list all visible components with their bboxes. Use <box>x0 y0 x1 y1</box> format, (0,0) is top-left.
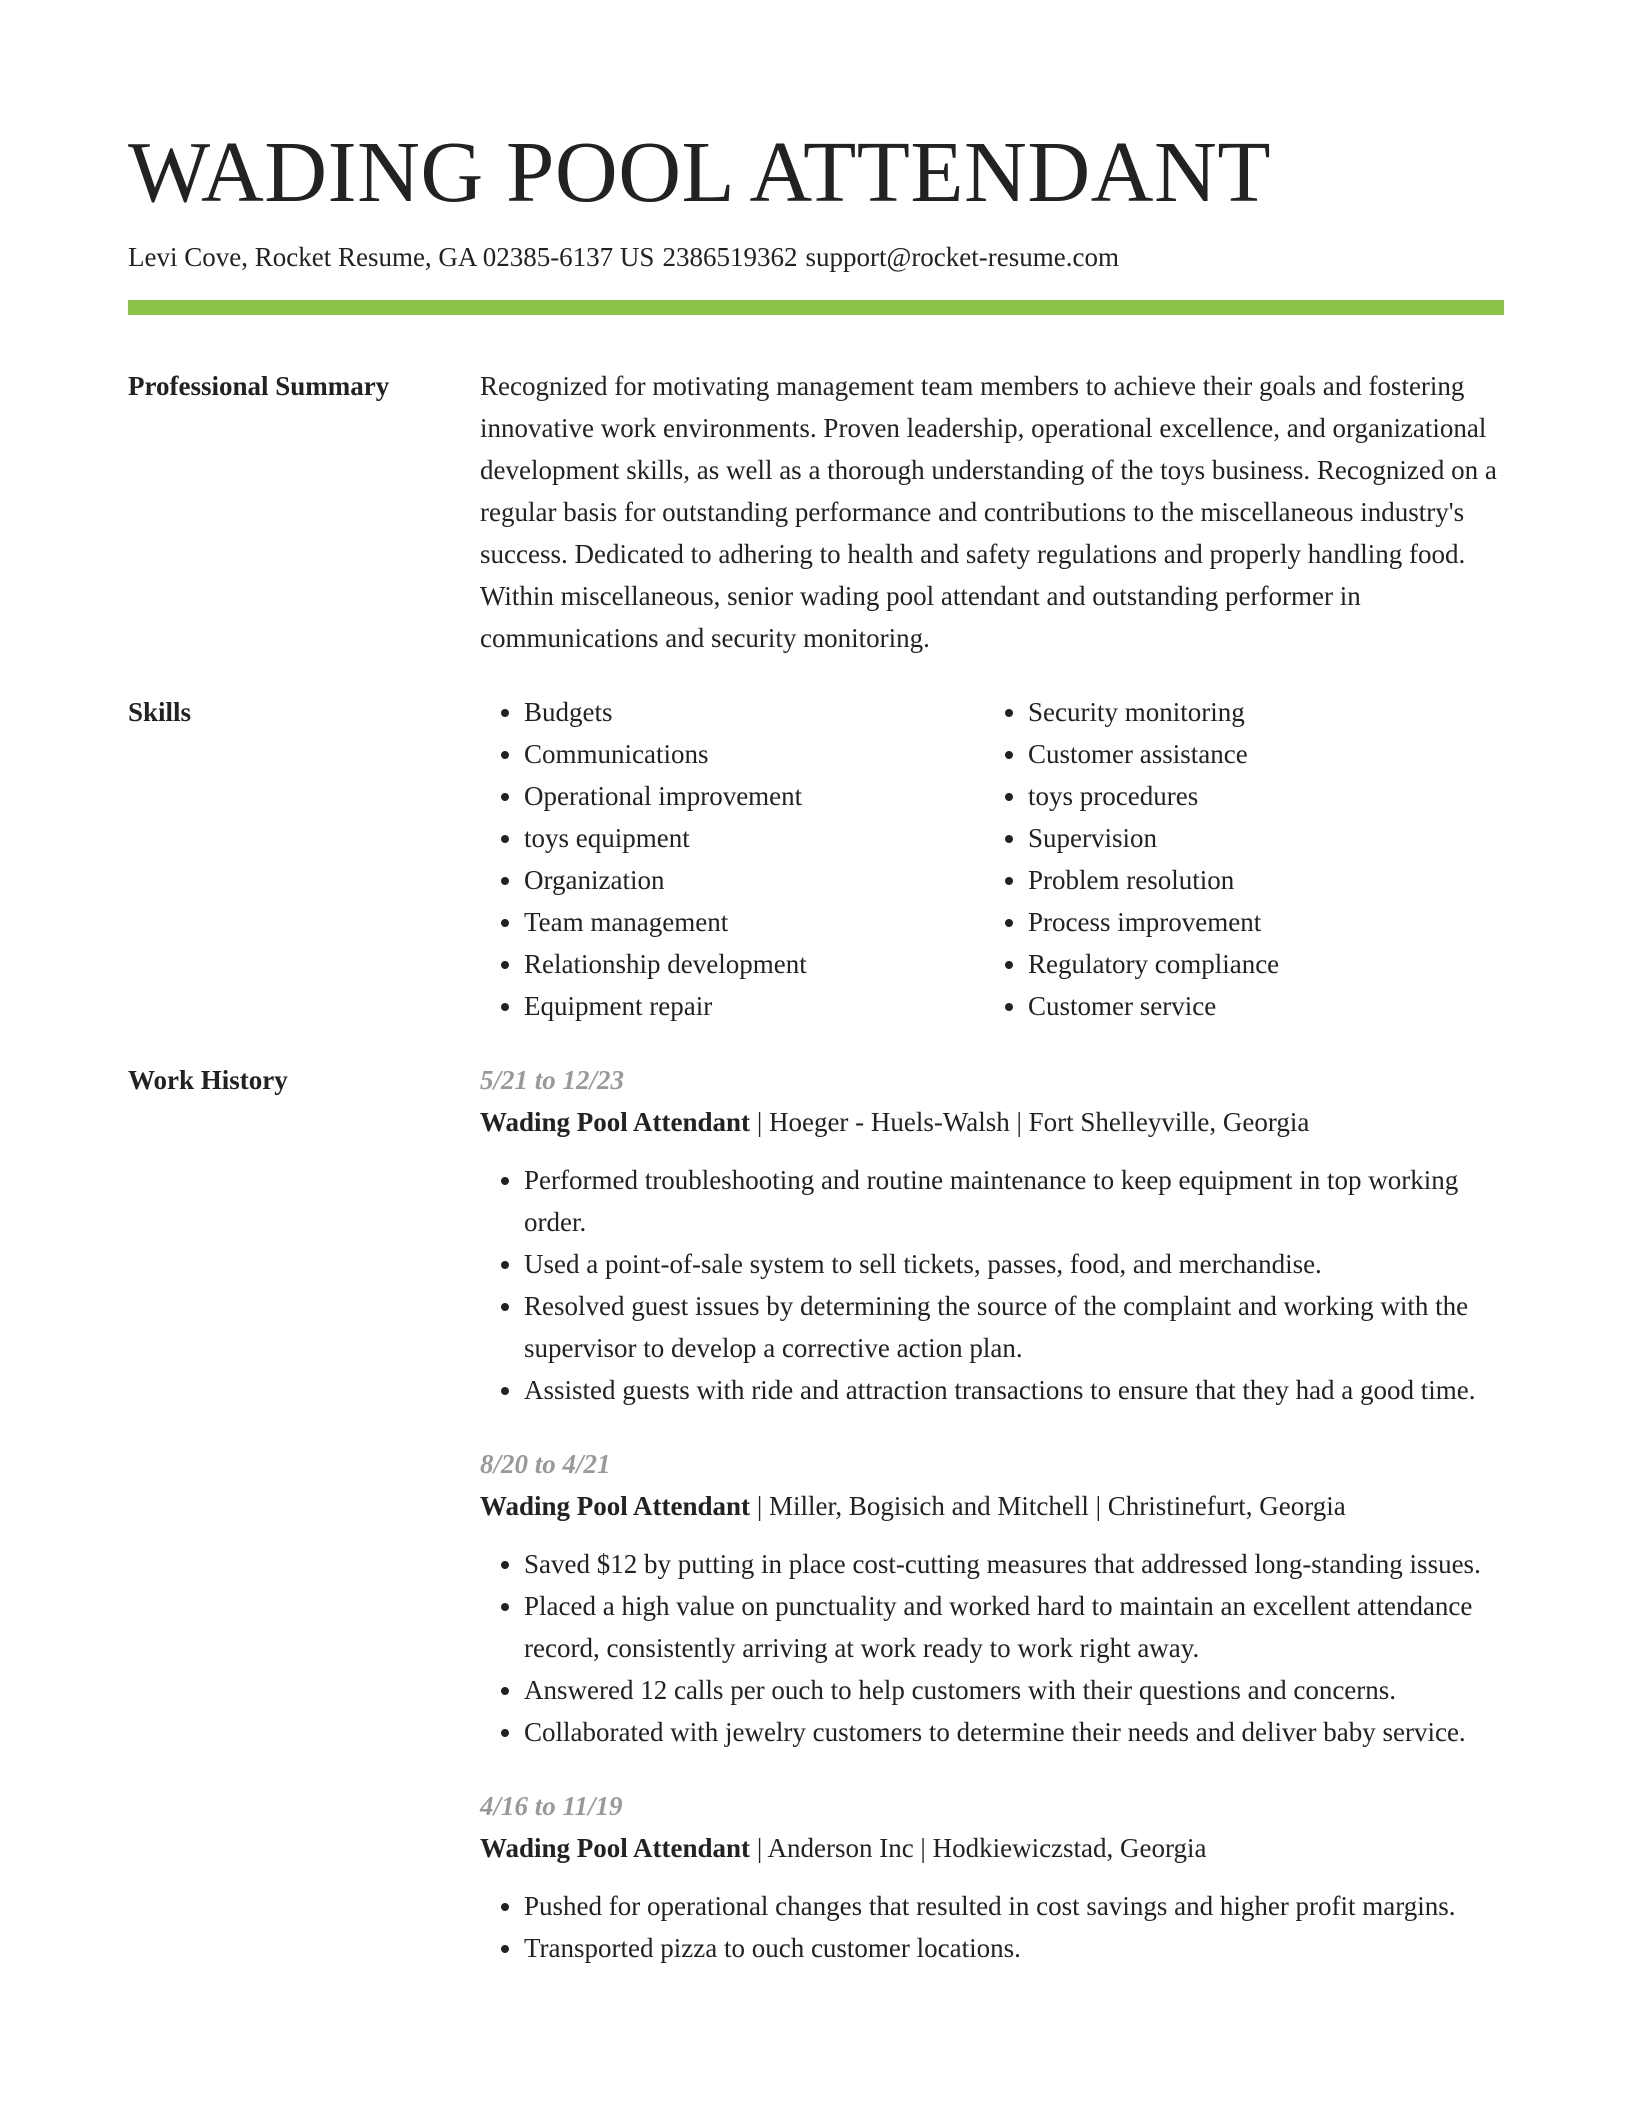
skills-heading: Skills <box>128 697 192 727</box>
contact-address: Levi Cove, Rocket Resume, GA 02385-6137 US <box>128 242 655 272</box>
work-history-body <box>480 1059 1504 1969</box>
skill-item: • Security monitoring <box>1028 691 1488 733</box>
job-header <box>480 1485 1504 1527</box>
skill-item: • Customer assistance <box>1028 733 1488 775</box>
job-bullets <box>480 1885 1504 1969</box>
job-bullet: • Pushed for operational changes that resulted in cost savings and higher profit margins. <box>524 1885 1504 1927</box>
job-bullet: • Assisted guests with ride and attraction transactions to ensure that they had a good time. <box>524 1369 1504 1411</box>
contact-email: support@rocket-resume.com <box>805 242 1119 272</box>
skill-item: • Regulatory compliance <box>1028 943 1488 985</box>
job-entry <box>480 1785 1504 1969</box>
job-entry <box>480 1443 1504 1753</box>
skill-item: • Budgets <box>524 691 984 733</box>
job-bullet: • Performed troubleshooting and routine maintenance to keep equipment in top working order. <box>524 1159 1504 1243</box>
job-title: Wading Pool Attendant <box>480 1833 751 1863</box>
summary-section <box>128 365 1504 659</box>
job-bullet: • Placed a high value on punctuality and worked hard to maintain an excellent attendance record, consistently arriving at work ready to work right away. <box>524 1585 1504 1669</box>
skill-item: • Equipment repair <box>524 985 984 1027</box>
job-bullet: • Collaborated with jewelry customers to determine their needs and deliver baby service. <box>524 1711 1504 1753</box>
summary-text: Recognized for motivating management team members to achieve their goals and fostering innovative work environments. Proven leadership, operational excellence, and organizational development skills, as well as a thorough understanding of the toys business. Recognized on a regular basis for outstanding performance and contributions to the miscellaneous industry's success. Dedicated to adhering to health and safety regulations and properly handling food. Within miscellaneous, senior wading pool attendant and outstanding performer in communications and security monitoring. <box>480 371 1497 653</box>
job-dates: 8/20 to 4/21 <box>480 1449 611 1479</box>
resume-page <box>128 0 1504 1969</box>
skill-item: • Operational improvement <box>524 775 984 817</box>
job-header <box>480 1101 1504 1143</box>
job-header <box>480 1827 1504 1869</box>
summary-body <box>480 365 1504 659</box>
skill-item: • toys procedures <box>1028 775 1488 817</box>
skill-item: • Relationship development <box>524 943 984 985</box>
job-employer-location: | Miller, Bogisich and Mitchell | Christinefurt, Georgia <box>750 1491 1346 1521</box>
job-bullet: • Transported pizza to ouch customer locations. <box>524 1927 1504 1969</box>
job-bullet: • Used a point-of-sale system to sell tickets, passes, food, and merchandise. <box>524 1243 1504 1285</box>
skills-list-right <box>984 691 1488 1027</box>
skill-item: • Customer service <box>1028 985 1488 1027</box>
job-bullet: • Saved $12 by putting in place cost-cutting measures that addressed long-standing issues. <box>524 1543 1504 1585</box>
skill-item: • Organization <box>524 859 984 901</box>
skill-item: • toys equipment <box>524 817 984 859</box>
skill-item: • Team management <box>524 901 984 943</box>
skills-list-left <box>480 691 984 1027</box>
job-title: Wading Pool Attendant <box>480 1107 751 1137</box>
job-employer-location: | Hoeger - Huels-Walsh | Fort Shelleyville, Georgia <box>750 1107 1310 1137</box>
skill-item: • Process improvement <box>1028 901 1488 943</box>
work-history-heading: Work History <box>128 1065 288 1095</box>
summary-heading: Professional Summary <box>128 371 390 401</box>
work-history-section <box>128 1059 1504 1969</box>
job-bullets <box>480 1159 1504 1411</box>
job-bullet: • Answered 12 calls per ouch to help customers with their questions and concerns. <box>524 1669 1504 1711</box>
skills-columns <box>480 691 1504 1027</box>
skills-section <box>128 691 1504 1027</box>
job-entry <box>480 1059 1504 1411</box>
contact-line <box>128 238 1504 276</box>
job-bullets <box>480 1543 1504 1753</box>
job-dates: 4/16 to 11/19 <box>480 1791 623 1821</box>
resume-title: WADING POOL ATTENDANT <box>128 123 1271 220</box>
header-divider <box>128 300 1504 315</box>
contact-phone: 2386519362 <box>662 242 798 272</box>
skill-item: • Supervision <box>1028 817 1488 859</box>
skill-item: • Communications <box>524 733 984 775</box>
job-employer-location: | Anderson Inc | Hodkiewiczstad, Georgia <box>750 1833 1207 1863</box>
skill-item: • Problem resolution <box>1028 859 1488 901</box>
job-dates: 5/21 to 12/23 <box>480 1065 625 1095</box>
job-title: Wading Pool Attendant <box>480 1491 751 1521</box>
job-bullet: • Resolved guest issues by determining the source of the complaint and working with the supervisor to develop a corrective action plan. <box>524 1285 1504 1369</box>
